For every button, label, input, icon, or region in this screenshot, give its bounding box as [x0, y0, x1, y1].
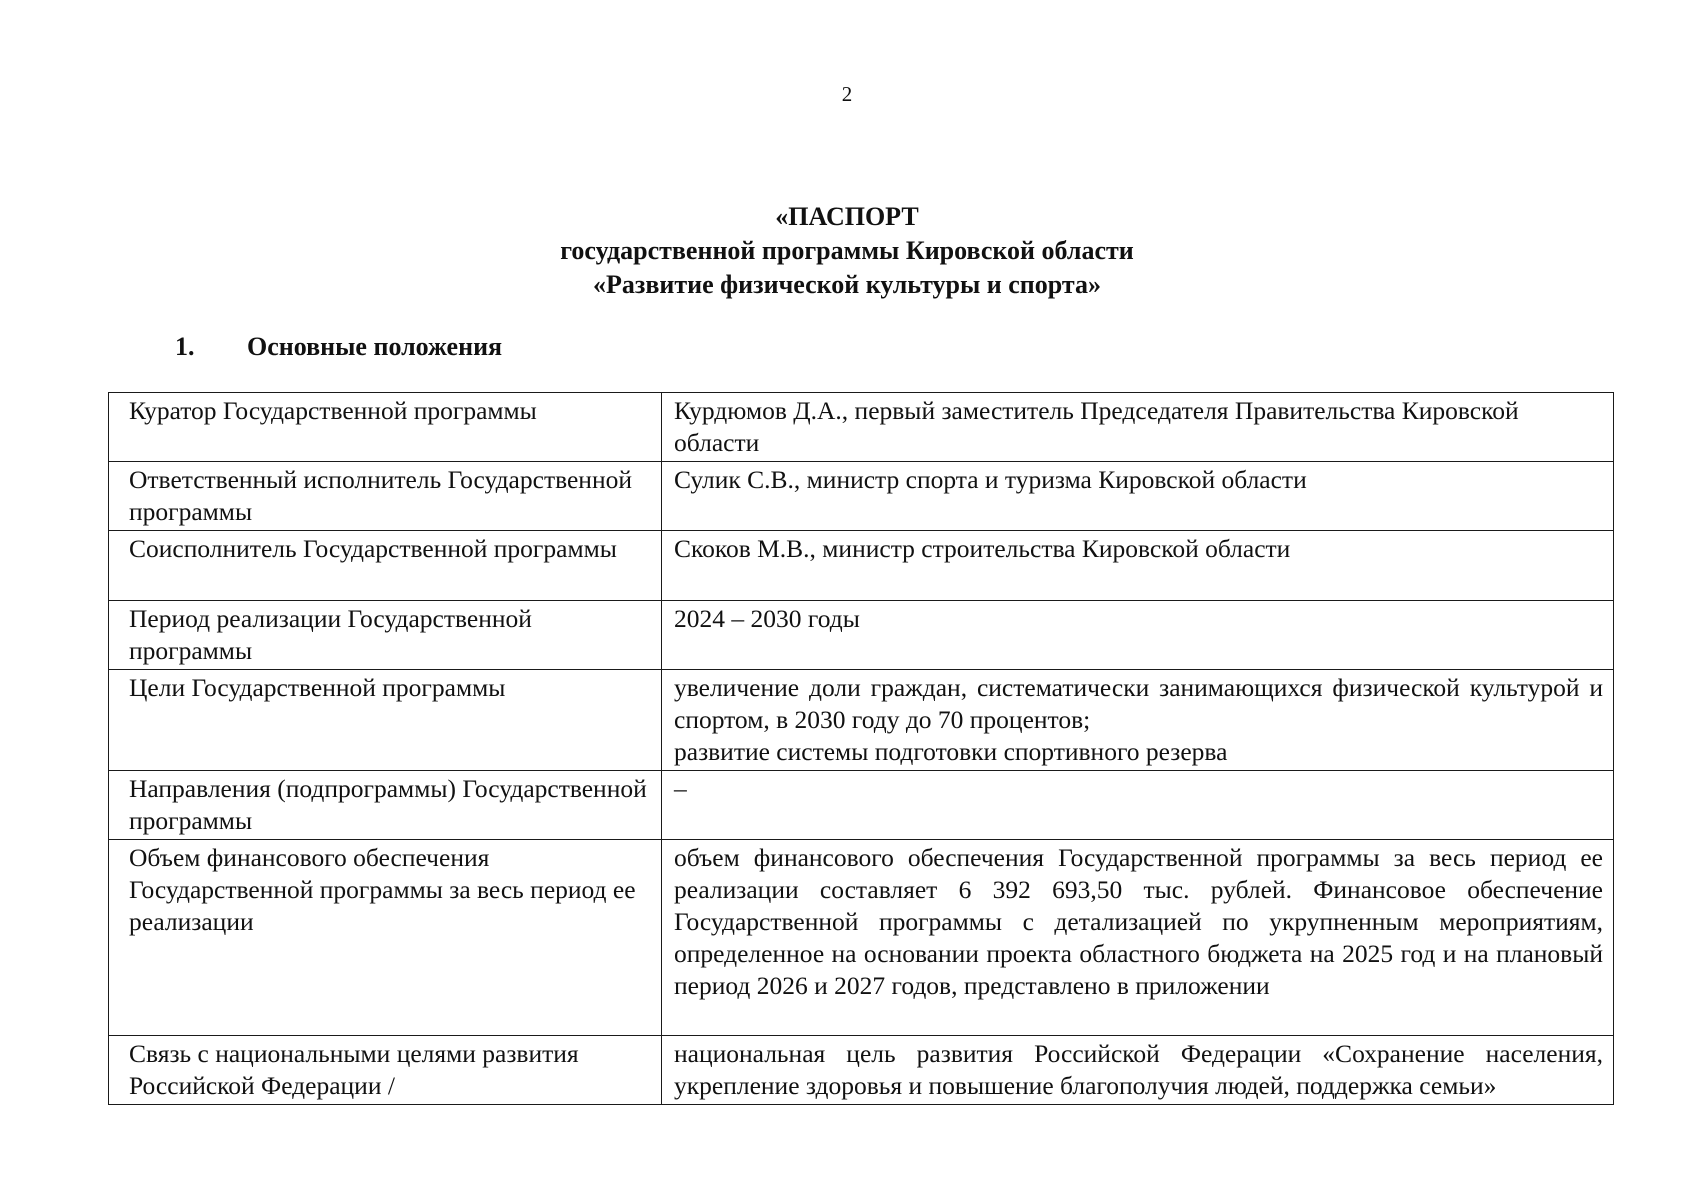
row-label: Период реализации Государственной программы — [109, 601, 662, 670]
row-value-text: объем финансового обеспечения Государственной программы за весь период ее реализации составляет 6 392 693,50 тыс. рублей. Финансовое обеспечение Государственной программы с детализацией по укрупненным мероприятиям, определенное на основании проекта областного бюджета на 2025 год и на плановый период 2026 и 2027 годов, представлено в приложении — [674, 843, 1603, 1000]
row-label: Куратор Государственной программы — [109, 393, 662, 462]
row-label: Объем финансового обеспечения Государственной программы за весь период ее реализации — [109, 840, 662, 1036]
section-number: 1. — [175, 332, 195, 361]
row-value — [662, 670, 1614, 771]
row-value — [662, 531, 1614, 601]
row-value — [662, 1036, 1614, 1105]
table-row — [109, 601, 1614, 670]
table-row — [109, 670, 1614, 771]
table-row — [109, 840, 1614, 1036]
table-row — [109, 462, 1614, 531]
table-row — [109, 393, 1614, 462]
title-line-3: «Развитие физической культуры и спорта» — [593, 270, 1101, 299]
row-value-text: национальная цель развития Российской Федерации «Сохранение населения, укрепление здоровья и повышение благополучия людей, поддержка семьи» — [674, 1039, 1603, 1100]
row-value-text: увеличение доли граждан, систематически занимающихся физической культурой и спортом, в 2030 году до 70 процентов; — [674, 673, 1603, 734]
row-value-text: Курдюмов Д.А., первый заместитель Председателя Правительства Кировской области — [674, 396, 1519, 457]
row-value — [662, 771, 1614, 840]
table-row — [109, 1036, 1614, 1105]
row-label: Соисполнитель Государственной программы — [109, 531, 662, 601]
title-line-1: «ПАСПОРТ — [775, 202, 919, 231]
row-value — [662, 601, 1614, 670]
row-label: Ответственный исполнитель Государственной программы — [109, 462, 662, 531]
section-title: Основные положения — [247, 332, 503, 361]
row-value-text: развитие системы подготовки спортивного резерва — [674, 737, 1228, 766]
row-value-text: 2024 – 2030 годы — [674, 604, 860, 633]
title-line-2: государственной программы Кировской области — [560, 236, 1134, 265]
section-heading — [175, 330, 502, 364]
row-label: Направления (подпрограммы) Государственной программы — [109, 771, 662, 840]
row-label: Цели Государственной программы — [109, 670, 662, 771]
row-value-text: Сулик С.В., министр спорта и туризма Кировской области — [674, 465, 1307, 494]
row-value-text: Скоков М.В., министр строительства Кировской области — [674, 534, 1291, 563]
row-label: Связь с национальными целями развития Российской Федерации / — [109, 1036, 662, 1105]
row-value-text: – — [674, 774, 687, 803]
passport-table — [108, 392, 1614, 1105]
table-row — [109, 771, 1614, 840]
row-value — [662, 462, 1614, 531]
row-value — [662, 840, 1614, 1036]
table-row — [109, 531, 1614, 601]
page-number: 2 — [841, 82, 853, 106]
document-title — [0, 200, 1694, 302]
row-value — [662, 393, 1614, 462]
